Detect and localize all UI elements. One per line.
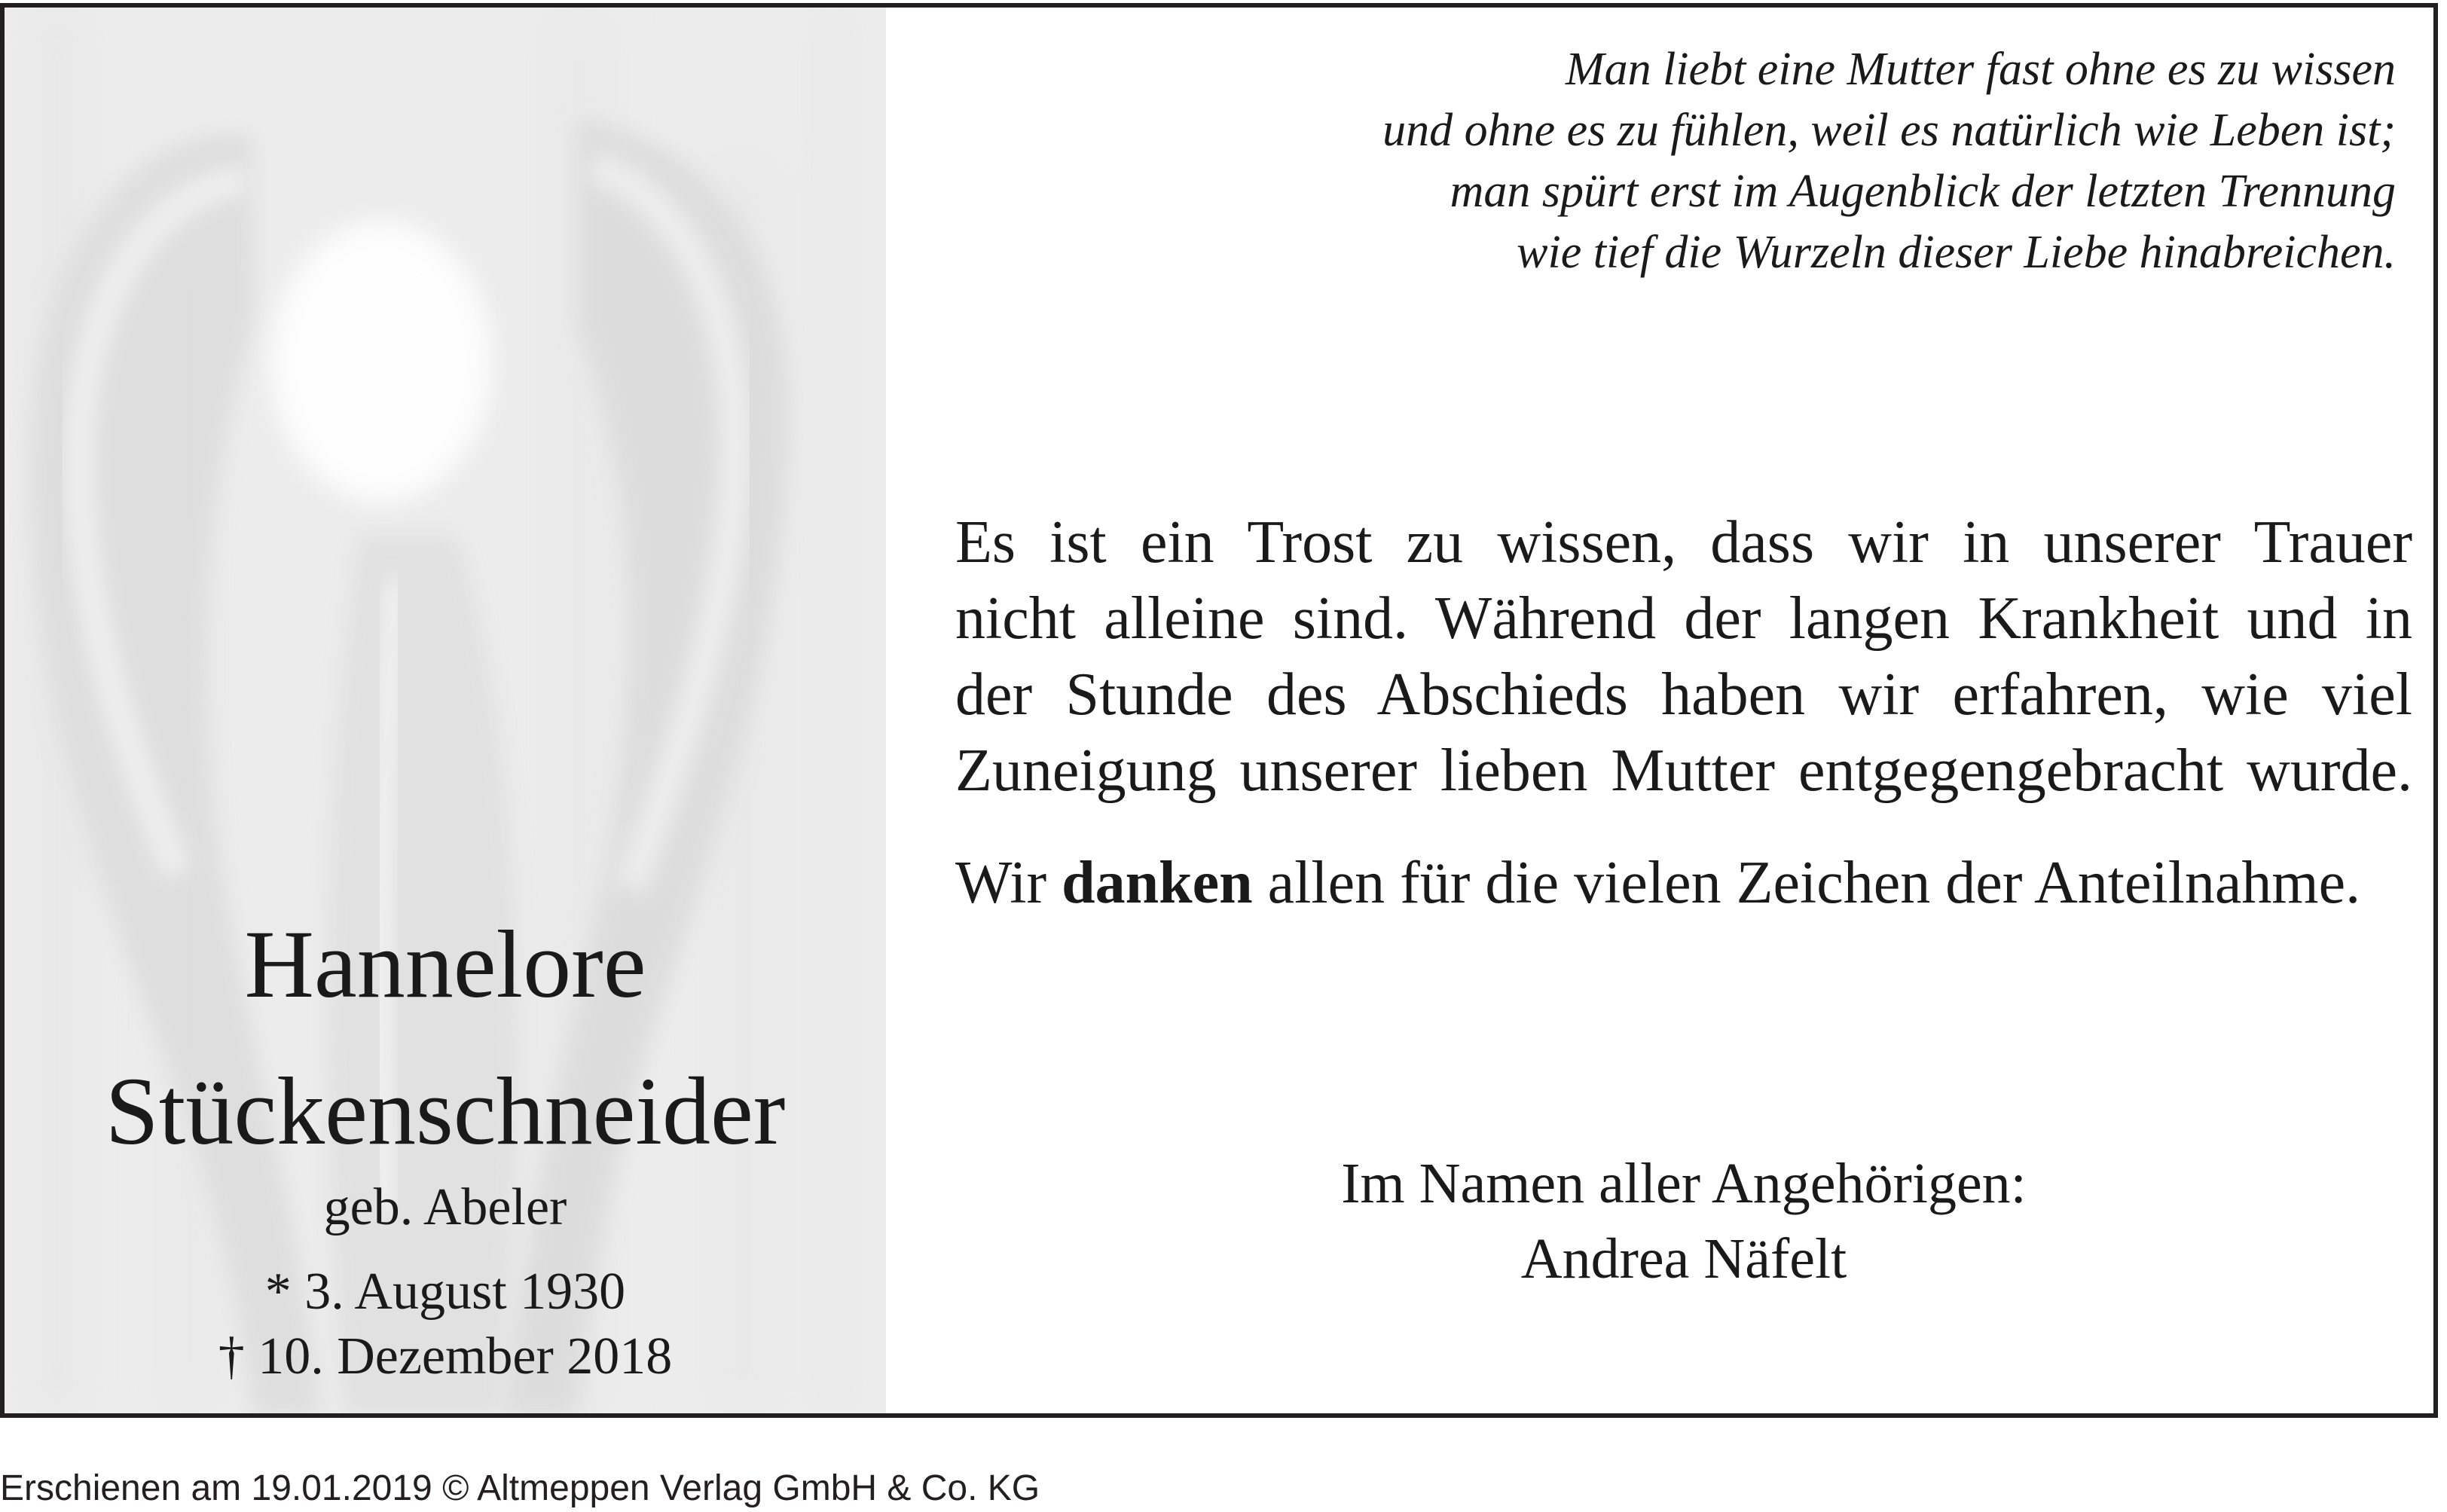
thanks-sentence (955, 845, 2412, 921)
thanks-sentence-end: allen für die vielen Zeichen der Anteilnahme. (1252, 850, 2361, 916)
poem-line: wie tief die Wurzeln dieser Liebe hinabreichen. (1517, 227, 2396, 278)
signature-name: Andrea Näfelt (1520, 1227, 1847, 1291)
poem-line: und ohne es zu fühlen, weil es natürlich wie Leben ist; (1382, 105, 2396, 156)
thanks-paragraph (955, 505, 2412, 809)
maiden-name: geb. Abeler (323, 1178, 567, 1236)
thanks-sentence-start: Wir (955, 850, 1062, 916)
thanks-line: Es ist ein Trost zu wissen, dass wir in unserer Trauer (955, 509, 2412, 576)
poem-line: Man liebt eine Mutter fast ohne es zu wissen (1565, 44, 2396, 95)
thanks-line: Zuneigung unserer lieben Mutter entgegengebracht wurde. (955, 738, 2412, 804)
publication-footer: Erschienen am 19.01.2019 © Altmeppen Verlag GmbH & Co. KG (0, 1468, 1040, 1508)
thanks-line: der Stunde des Abschieds haben wir erfahren, wie viel (955, 661, 2412, 728)
thanks-line: nicht alleine sind. Während der langen Krankheit und in (955, 585, 2412, 652)
poem-line: man spürt erst im Augenblick der letzten Trennung (1450, 166, 2396, 217)
thanks-emphasis: danken (1062, 850, 1253, 916)
obituary-notice (0, 3, 2438, 1418)
poem-quote (1115, 39, 2396, 283)
signature-intro: Im Namen aller Angehörigen: (1341, 1152, 2027, 1215)
birth-date: * 3. August 1930 (264, 1263, 626, 1321)
deceased-last-name: Stückenschneider (105, 1058, 786, 1165)
deceased-first-name: Hannelore (244, 911, 646, 1018)
death-date: † 10. Dezember 2018 (218, 1327, 673, 1385)
